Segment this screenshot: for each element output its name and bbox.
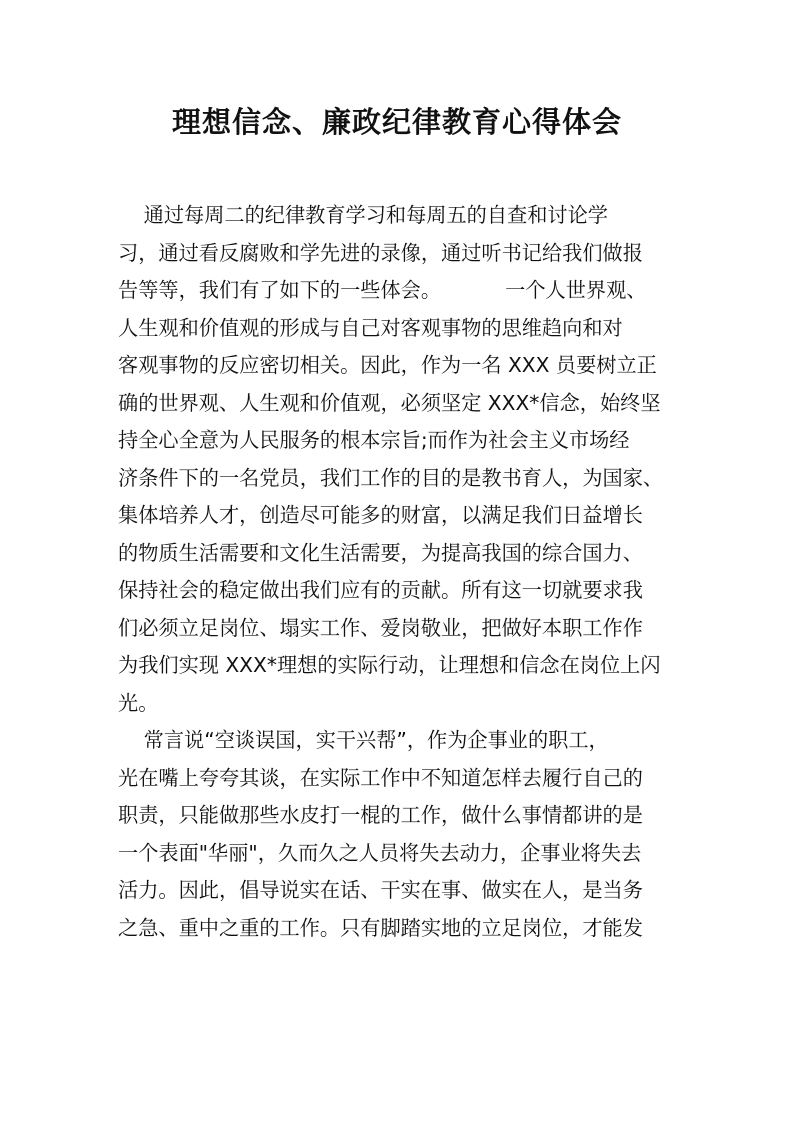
text-line: 告等等，我们有了如下的一些体会。 一个人世界观、 xyxy=(118,278,647,302)
text-line: 人生观和价值观的形成与自己对客观事物的思维趋向和对 xyxy=(118,315,623,340)
text-line: 光。 xyxy=(118,690,159,715)
text-line: 们必须立足岗位、塌实工作、爱岗敬业，把做好本职工作作 xyxy=(118,615,643,640)
text-line: 职责，只能做那些水皮打一棍的工作，做什么事情都讲的是 xyxy=(118,803,643,827)
document-body xyxy=(118,197,698,947)
text-line: 习，通过看反腐败和学先进的录像，通过听书记给我们做报 xyxy=(118,240,643,265)
text-line: 光在嘴上夸夸其谈，在实际工作中不知道怎样去履行自己的 xyxy=(118,765,643,790)
text-line: 济条件下的一名党员，我们工作的目的是教书育人，为国家、 xyxy=(118,465,664,490)
text-line: 常言说“空谈误国，实干兴帮”，作为企事业的职工， xyxy=(118,728,609,752)
text-line: 保持社会的稳定做出我们应有的贡献。所有这一切就要求我 xyxy=(118,578,643,602)
text-line: 的物质生活需要和文化生活需要，为提高我国的综合国力、 xyxy=(118,540,643,565)
text-line: 集体培养人才，创造尽可能多的财富，以满足我们日益增长 xyxy=(118,503,643,527)
text-line: 之急、重中之重的工作。只有脚踏实地的立足岗位，才能发 xyxy=(118,915,643,940)
paragraph-1 xyxy=(118,197,698,722)
paragraph-2 xyxy=(118,722,698,947)
text-line: 为我们实现 XXX*理想的实际行动，让理想和信念在岗位上闪 xyxy=(118,653,661,677)
text-line: 一个表面"华丽"，久而久之人员将失去动力，企事业将失去 xyxy=(118,840,642,865)
text-line: 确的世界观、人生观和价值观，必须坚定 XXX*信念，始终坚 xyxy=(118,390,661,415)
text-line: 持全心全意为人民服务的根本宗旨;而作为社会主义市场经 xyxy=(118,428,630,452)
document-title: 理想信念、廉政纪律教育心得体会 xyxy=(171,105,622,139)
text-line: 客观事物的反应密切相关。因此，作为一名 XXX 员要树立正 xyxy=(118,353,657,377)
text-line: 活力。因此，倡导说实在话、干实在事、做实在人，是当务 xyxy=(118,878,643,902)
text-line: 通过每周二的纪律教育学习和每周五的自查和讨论学 xyxy=(118,203,608,227)
